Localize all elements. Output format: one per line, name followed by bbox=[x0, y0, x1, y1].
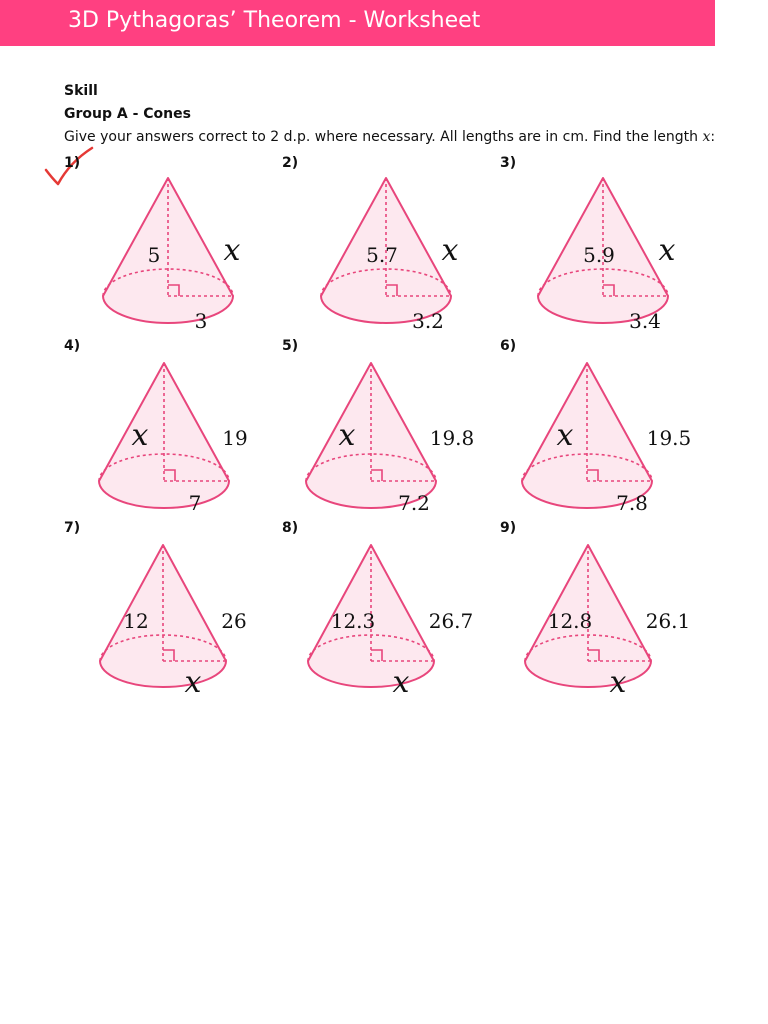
height-label: 5 bbox=[147, 243, 161, 267]
cone-diagram bbox=[80, 170, 280, 340]
slant-label: x bbox=[441, 233, 459, 268]
slant-label: x bbox=[658, 233, 676, 268]
radius-label: 7.8 bbox=[616, 491, 648, 515]
instructions-suffix: : bbox=[710, 129, 716, 145]
radius-label: x bbox=[392, 665, 410, 700]
cone-diagram bbox=[76, 355, 276, 525]
radius-label: x bbox=[609, 665, 627, 700]
question-number: 1) bbox=[64, 155, 81, 171]
cone-diagram bbox=[515, 170, 715, 340]
radius-label: x bbox=[184, 665, 202, 700]
radius-label: 3.4 bbox=[629, 309, 661, 333]
question-number: 5) bbox=[282, 338, 299, 354]
question-number: 3) bbox=[500, 155, 517, 171]
radius-label: 3.2 bbox=[412, 309, 444, 333]
height-label: x bbox=[556, 418, 574, 453]
question-number: 2) bbox=[282, 155, 299, 171]
radius-label: 7.2 bbox=[398, 491, 430, 515]
page-title: 3D Pythagoras’ Theorem - Worksheet bbox=[68, 8, 481, 33]
cone-diagram bbox=[75, 537, 275, 707]
slant-label: x bbox=[223, 233, 241, 268]
slant-label: 19.5 bbox=[646, 426, 692, 450]
group-heading: Group A - Cones bbox=[64, 106, 191, 122]
cone-diagram bbox=[283, 355, 483, 525]
instructions bbox=[64, 129, 715, 145]
height-label: x bbox=[338, 418, 356, 453]
question-number: 9) bbox=[500, 520, 517, 536]
slant-label: 26.1 bbox=[645, 609, 691, 633]
slant-label: 19 bbox=[222, 426, 248, 450]
height-label: x bbox=[131, 418, 149, 453]
radius-label: 7 bbox=[188, 491, 202, 515]
height-label: 5.9 bbox=[583, 243, 615, 267]
question-number: 7) bbox=[64, 520, 81, 536]
radius-label: 3 bbox=[194, 309, 208, 333]
slant-label: 26 bbox=[221, 609, 247, 633]
question-number: 6) bbox=[500, 338, 517, 354]
height-label: 5.7 bbox=[366, 243, 398, 267]
question-number: 8) bbox=[282, 520, 299, 536]
question-number: 4) bbox=[64, 338, 81, 354]
instructions-text: Give your answers correct to 2 d.p. where necessary. All lengths are in cm. Find the length bbox=[64, 129, 703, 145]
instructions-variable: x bbox=[702, 129, 711, 145]
cone-diagram bbox=[298, 170, 498, 340]
height-label: 12.3 bbox=[330, 609, 376, 633]
slant-label: 26.7 bbox=[428, 609, 474, 633]
cone-diagram bbox=[500, 537, 700, 707]
cone-diagram bbox=[283, 537, 483, 707]
slant-label: 19.8 bbox=[429, 426, 475, 450]
skill-heading: Skill bbox=[64, 83, 98, 99]
height-label: 12.8 bbox=[547, 609, 593, 633]
cone-diagram bbox=[499, 355, 699, 525]
header-bar bbox=[0, 0, 715, 46]
height-label: 12 bbox=[123, 609, 149, 633]
